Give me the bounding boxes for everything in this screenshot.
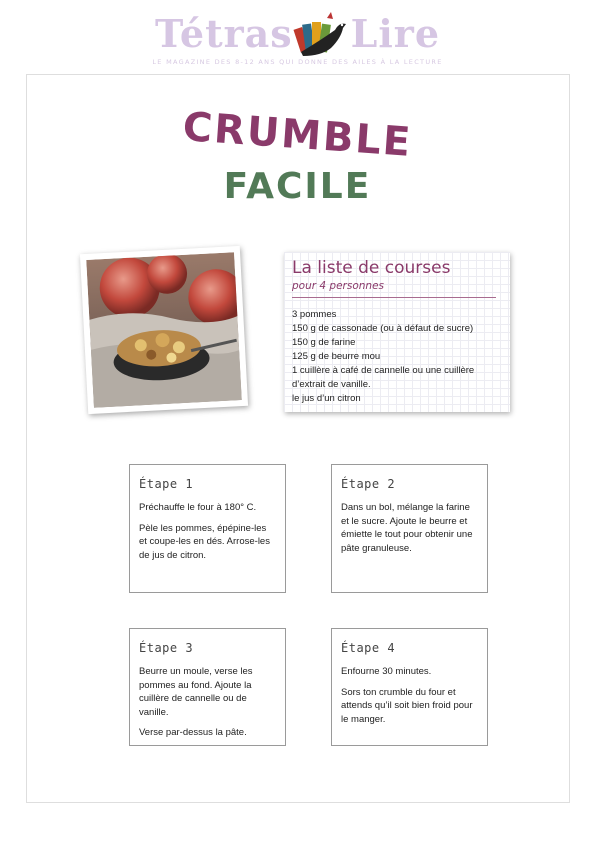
shopping-list-card [284, 252, 510, 412]
step-text: Verse par-dessus la pâte. [139, 727, 247, 738]
step-title: Étape 1 [139, 477, 194, 491]
ingredient-item: le jus d’un citron [292, 393, 361, 404]
ingredient-item: 150 g de cassonade (ou à défaut de sucre) [292, 323, 474, 334]
shopping-list-title: La liste de courses [292, 258, 451, 278]
step-text: Enfourne 30 minutes. [341, 666, 432, 677]
crumble-image [86, 252, 242, 408]
step-title: Étape 3 [139, 641, 194, 655]
ingredient-item: 150 g de farine [292, 337, 356, 348]
magazine-header [0, 6, 595, 72]
step-text: Dans un bol, mélange la farine et le sucre. Ajoute le beurre et émiette le tout pour obtenir une pâte granuleuse. [341, 502, 473, 554]
ingredient-list [292, 308, 506, 406]
step-title: Étape 4 [341, 641, 396, 655]
ingredient-item: 125 g de beurre mou [292, 351, 381, 362]
ingredient-item: 1 cuillère à café de cannelle ou une cuillère d’extrait de vanille. [292, 365, 475, 390]
brand-left: Tétras [154, 11, 293, 56]
shopping-list-subtitle: pour 4 personnes [292, 280, 384, 292]
step-card-2 [331, 464, 488, 593]
step-card-4 [331, 628, 488, 746]
bird-books-icon [291, 10, 351, 60]
step-text: Pèle les pommes, épépine-les et coupe-les en dés. Arrose-les de jus de citron. [139, 522, 270, 561]
ingredient-item: 3 pommes [292, 309, 337, 320]
step-text: Beurre un moule, verse les pommes au fond. Ajoute la cuillère de cannelle ou de vanille. [139, 666, 253, 718]
recipe-title-line2: FACILE [223, 166, 372, 207]
divider [292, 297, 496, 298]
step-card-3 [129, 628, 286, 746]
tagline: LE MAGAZINE DES 8-12 ANS QUI DONNE DES AILES À LA LECTURE [152, 58, 443, 66]
step-text: Sors ton crumble du four et attends qu’il soit bien froid pour le manger. [341, 686, 473, 725]
brand-right: Lire [350, 11, 441, 56]
step-text: Préchauffe le four à 180° C. [139, 502, 257, 513]
step-card-1 [129, 464, 286, 593]
recipe-title-line1: CRUMBLE [181, 104, 414, 166]
crumble-photo [80, 246, 248, 414]
step-title: Étape 2 [341, 477, 396, 491]
